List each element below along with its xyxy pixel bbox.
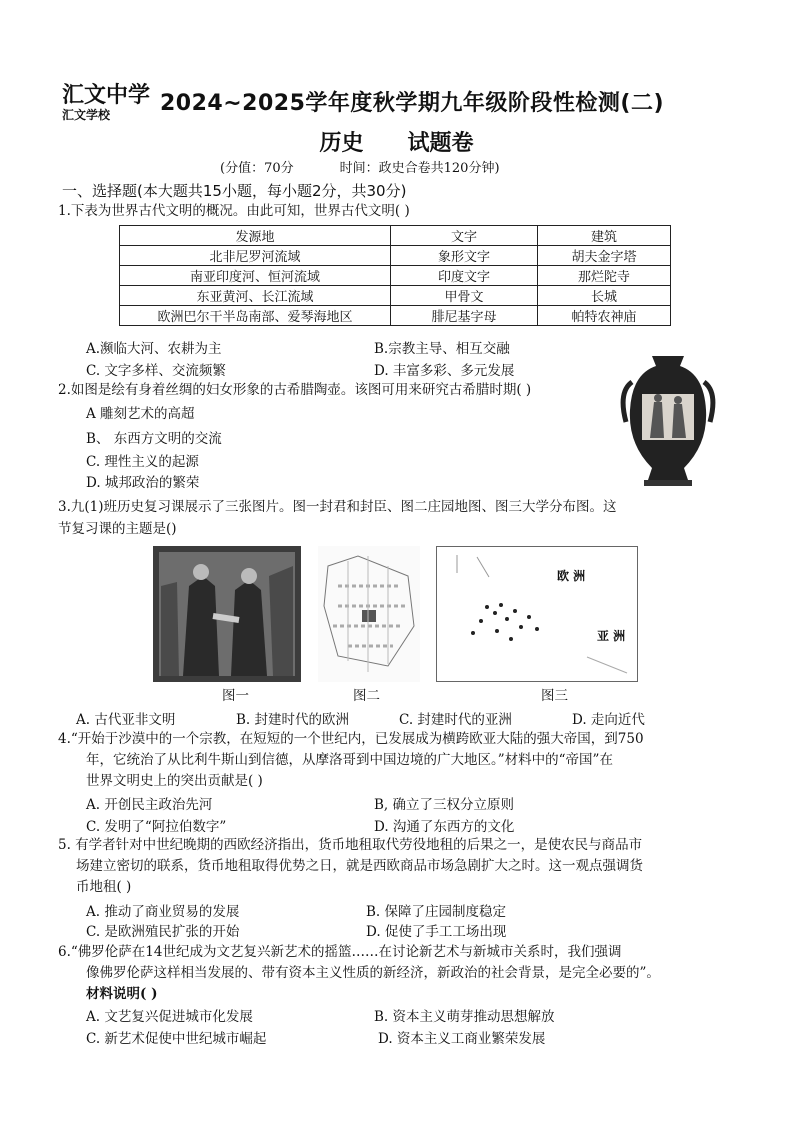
table-row: [120, 246, 671, 266]
q2-stem: 2.如图是绘有身着丝绸的妇女形象的古希腊陶壶。该图可用来研究古希腊时期( ): [58, 382, 532, 398]
figure-3-label: 图三: [541, 688, 568, 704]
table-header: 发源地: [120, 226, 391, 246]
q6-option-a[interactable]: A. 文艺复兴促进城市化发展: [86, 1009, 253, 1025]
table-cell: 胡夫金字塔: [538, 246, 671, 266]
q5-option-d[interactable]: D. 促使了手工工场出现: [366, 924, 507, 940]
q4-option-c[interactable]: C. 发明了“阿拉伯数字”: [86, 819, 227, 835]
table-cell: 长城: [538, 286, 671, 306]
q3-option-d[interactable]: D. 走向近代: [572, 712, 645, 728]
q3-stem-line2: 节复习课的主题是(): [58, 521, 177, 537]
table-cell: 腓尼基字母: [391, 306, 538, 326]
q5-stem-line1: 5. 有学者针对中世纪晚期的西欧经济指出，货币地租取代劳役地租的后果之一，是使农民与商品市: [58, 837, 643, 853]
map-label-europe: 欧 洲: [557, 569, 586, 583]
figure-1-label: 图一: [222, 688, 249, 704]
university-dots-icon: [437, 547, 637, 681]
q3-option-c[interactable]: C. 封建时代的亚洲: [399, 712, 512, 728]
table-header: 建筑: [538, 226, 671, 246]
q1-option-c[interactable]: C. 文字多样、交流频繁: [86, 363, 226, 379]
school-sub-name: 汇文学校: [62, 108, 111, 122]
map-label-asia: 亚 洲: [597, 629, 626, 643]
subject-label: 历史: [319, 131, 364, 156]
q6-option-b[interactable]: B. 资本主义萌芽推动思想解放: [374, 1009, 555, 1025]
table-cell: 象形文字: [391, 246, 538, 266]
table-cell: 北非尼罗河流域: [120, 246, 391, 266]
q4-option-d[interactable]: D. 沟通了东西方的文化: [374, 819, 515, 835]
q4-stem-line2: 年，它统治了从比利牛斯山到信德，从摩洛哥到中国边境的广大地区。”材料中的“帝国”在: [86, 752, 613, 768]
figure-manor-map-image: [318, 546, 420, 682]
figure-2-label: 图二: [353, 688, 380, 704]
q5-stem-line3: 币地租( ): [76, 879, 132, 895]
q2-option-b[interactable]: B、 东西方文明的交流: [86, 431, 222, 447]
q1-option-d[interactable]: D. 丰富多彩、多元发展: [374, 363, 515, 379]
civilization-table: [119, 225, 671, 326]
q4-stem-line1: 4.“开始于沙漠中的一个宗教，在短短的一个世纪内，已发展成为横跨欧亚大陆的强大帝国，到750: [58, 731, 644, 747]
table-row: [120, 306, 671, 326]
table-cell: 印度文字: [391, 266, 538, 286]
q2-option-d[interactable]: D. 城邦政治的繁荣: [86, 475, 200, 491]
q6-option-d[interactable]: D. 资本主义工商业繁荣发展: [378, 1031, 546, 1047]
q1-option-b[interactable]: B.宗教主导、相互交融: [374, 341, 510, 357]
q4-option-a[interactable]: A. 开创民主政治先河: [86, 797, 213, 813]
greek-vase-image: [618, 352, 718, 490]
exam-header: [62, 78, 762, 126]
q3-stem-line1: 3.九(1)班历史复习课展示了三张图片。图一封君和封臣、图二庄园地图、图三大学分布图。这: [58, 499, 617, 515]
school-name: 汇文中学: [62, 83, 151, 108]
table-cell: 欧洲巴尔干半岛南部、爱琴海地区: [120, 306, 391, 326]
q5-option-a[interactable]: A. 推动了商业贸易的发展: [86, 904, 240, 920]
q6-stem-line2: 像佛罗伦萨这样相当发展的、带有资本主义性质的新经济，新政治的社会背景，是完全必要的”。: [86, 965, 660, 981]
q6-option-c[interactable]: C. 新艺术促使中世纪城市崛起: [86, 1031, 267, 1047]
table-header-row: [120, 226, 671, 246]
table-cell: 那烂陀寺: [538, 266, 671, 286]
figure-lord-and-vassal-image: [153, 546, 301, 682]
exam-subtitle: [0, 126, 793, 157]
q3-option-a[interactable]: A. 古代亚非文明: [76, 712, 176, 728]
table-row: [120, 286, 671, 306]
q4-option-b[interactable]: B, 确立了三权分立原则: [374, 797, 515, 813]
table-cell: 东亚黄河、长江流域: [120, 286, 391, 306]
paper-label: 试题卷: [407, 131, 474, 156]
q1-option-a[interactable]: A.濒临大河、农耕为主: [86, 341, 222, 357]
q2-option-c[interactable]: C. 理性主义的起源: [86, 454, 199, 470]
table-cell: 帕特农神庙: [538, 306, 671, 326]
q5-option-b[interactable]: B. 保障了庄园制度稳定: [366, 904, 507, 920]
q2-option-a[interactable]: A 雕刻艺术的高超: [86, 406, 195, 422]
score-info: (分值：70分: [220, 161, 294, 176]
q3-option-b[interactable]: B. 封建时代的欧洲: [236, 712, 350, 728]
q1-stem: 1.下表为世界古代文明的概况。由此可知，世界古代文明( ): [58, 203, 410, 219]
table-row: [120, 266, 671, 286]
q6-stem-line3: 材料说明( ): [86, 986, 158, 1002]
q5-stem-line2: 场建立密切的联系，货币地租取得优势之日，就是西欧商品市场急剧扩大之时。这一观点强调货: [76, 858, 643, 874]
q5-option-c[interactable]: C. 是欧洲殖民扩张的开始: [86, 924, 240, 940]
exam-meta: [220, 157, 500, 176]
time-info: 时间：政史合卷共120分钟): [339, 161, 500, 176]
exam-title: 2024~2025学年度秋学期九年级阶段性检测(二): [160, 91, 665, 116]
table-cell: 南亚印度河、恒河流域: [120, 266, 391, 286]
q6-stem-line1: 6.“佛罗伦萨在14世纪成为文艺复兴新艺术的摇篮……在讨论新艺术与新城市关系时，我们强调: [58, 944, 622, 960]
table-header: 文字: [391, 226, 538, 246]
section-heading: 一、选择题(本大题共15小题，每小题2分，共30分): [62, 182, 407, 200]
figure-university-map-image: [436, 546, 638, 682]
table-cell: 甲骨文: [391, 286, 538, 306]
q4-stem-line3: 世界文明史上的突出贡献是( ): [86, 773, 263, 789]
